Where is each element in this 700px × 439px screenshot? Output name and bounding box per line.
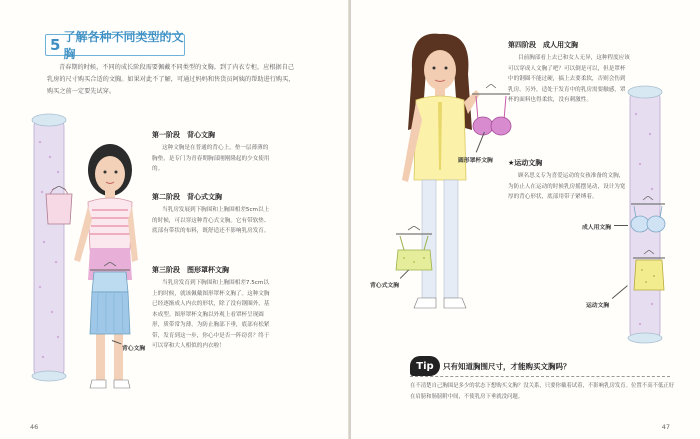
vest-style-bra-held-illustration — [86, 262, 134, 338]
stage-two-section — [152, 192, 272, 237]
title-text: 了解各种不同类型的文胸 — [63, 30, 184, 61]
sport-bra-illustration — [630, 250, 668, 294]
label-vest-style-bra: 背心式文胸 — [370, 283, 399, 289]
sport-bra-heading: ★运动文胸 — [508, 159, 543, 167]
tip-divider — [410, 376, 670, 377]
label-round-cup-bra: 圆形罩杯文胸 — [458, 158, 493, 164]
section-title — [45, 30, 185, 61]
stage-two-body: 当乳房发展到下胸围和上胸围相差5cm以上的时候，可以穿这种背心式文胸。它有带软垫、底部有带状的布料，既舒适还不影响乳房发育。 — [152, 207, 270, 234]
intro-paragraph: 青春期的时候，不同的成长阶段需要佩戴不同类型的文胸。到了内衣专柜，应根据自己乳房的尺寸购买合适的文胸。如果对此不了解，可通过妈妈和售货员阿姨的帮助进行购买，购买之前一定要先试穿。 — [47, 64, 295, 95]
stage-three-body: 当乳房发育到下胸围和上胸围相差7.5cm以上的时候，就该佩戴图形罩杯文胸了。这种文胸已经逐渐成人内衣的形状，除了没有钢圈外，基本成型。图形罩杯文胸以外观上看罩杯呈现圆形，质带常为薄，为防止胸部下垂，底部有松紧带，发育到这一步，你心中是否一阵窃喜？终于可以穿和大人相似的内衣啦！ — [152, 280, 270, 349]
adult-bra-leader-line — [614, 225, 628, 226]
stage-three-section — [152, 265, 272, 352]
label-adult-bra: 成人用文胸 — [582, 225, 611, 231]
decorative-pillar-left — [28, 112, 70, 384]
vest-style-bra-green-illustration — [392, 226, 436, 274]
label-sport-bra: 运动文胸 — [586, 303, 610, 309]
tip-question: 只有知道胸围尺寸，才能购买文胸吗？ — [443, 362, 571, 371]
stage-four-section — [508, 40, 630, 106]
title-number: 5 — [50, 36, 61, 54]
tip-answer: 在不清楚自己胸围是多少的状态下想购买文胸？没关系，只要你戴着试着，不影响乳房发育。位置不高不低正好在肩膀和肠膀附中间，不使乳房下垂就没问题。 — [410, 383, 675, 400]
label-vest-bra: 背心文胸 — [122, 346, 146, 352]
stage-four-body: 目前胸部看上去已和女人无异，这种程度应该可以穿成人文胸了吧？可以倒是可以，但是罩杯中的钢圈不能过硬，搞上去要柔软，否则会伤到乳房。另外，适处于发育中的乳房需要触感，罩杯的面料也得柔软，没有刺激性。 — [508, 55, 630, 103]
sport-bra-body: 顾名思义专为喜爱运动的女孩准备的文胸，为防止人在运动的时候乳房摇摆晃动，设计为宽厚的背心形状，底部用带子紧缚着。 — [508, 173, 626, 200]
woman-long-hair-illustration — [392, 30, 484, 330]
stage-one-section — [152, 130, 272, 175]
left-page-number: 46 — [30, 423, 39, 431]
sport-bra-section — [508, 158, 628, 203]
stage-one-body: 这种文胸是在普通的背心上，垫一层薄薄的胸垫，是专门为青春期胸部刚刚隆起的少女使用的。 — [152, 145, 270, 172]
stage-two-heading: 第二阶段 背心式文胸 — [152, 193, 222, 201]
stage-four-heading: 第四阶段 成人用文胸 — [508, 41, 578, 49]
stage-one-heading: 第一阶段 背心文胸 — [152, 131, 215, 139]
left-page — [0, 0, 349, 439]
stage-three-heading: 第三阶段 图形罩杯文胸 — [152, 266, 229, 274]
adult-bra-illustration — [628, 196, 668, 236]
right-page-number: 47 — [661, 423, 670, 431]
tip-badge: Tip — [410, 356, 440, 376]
